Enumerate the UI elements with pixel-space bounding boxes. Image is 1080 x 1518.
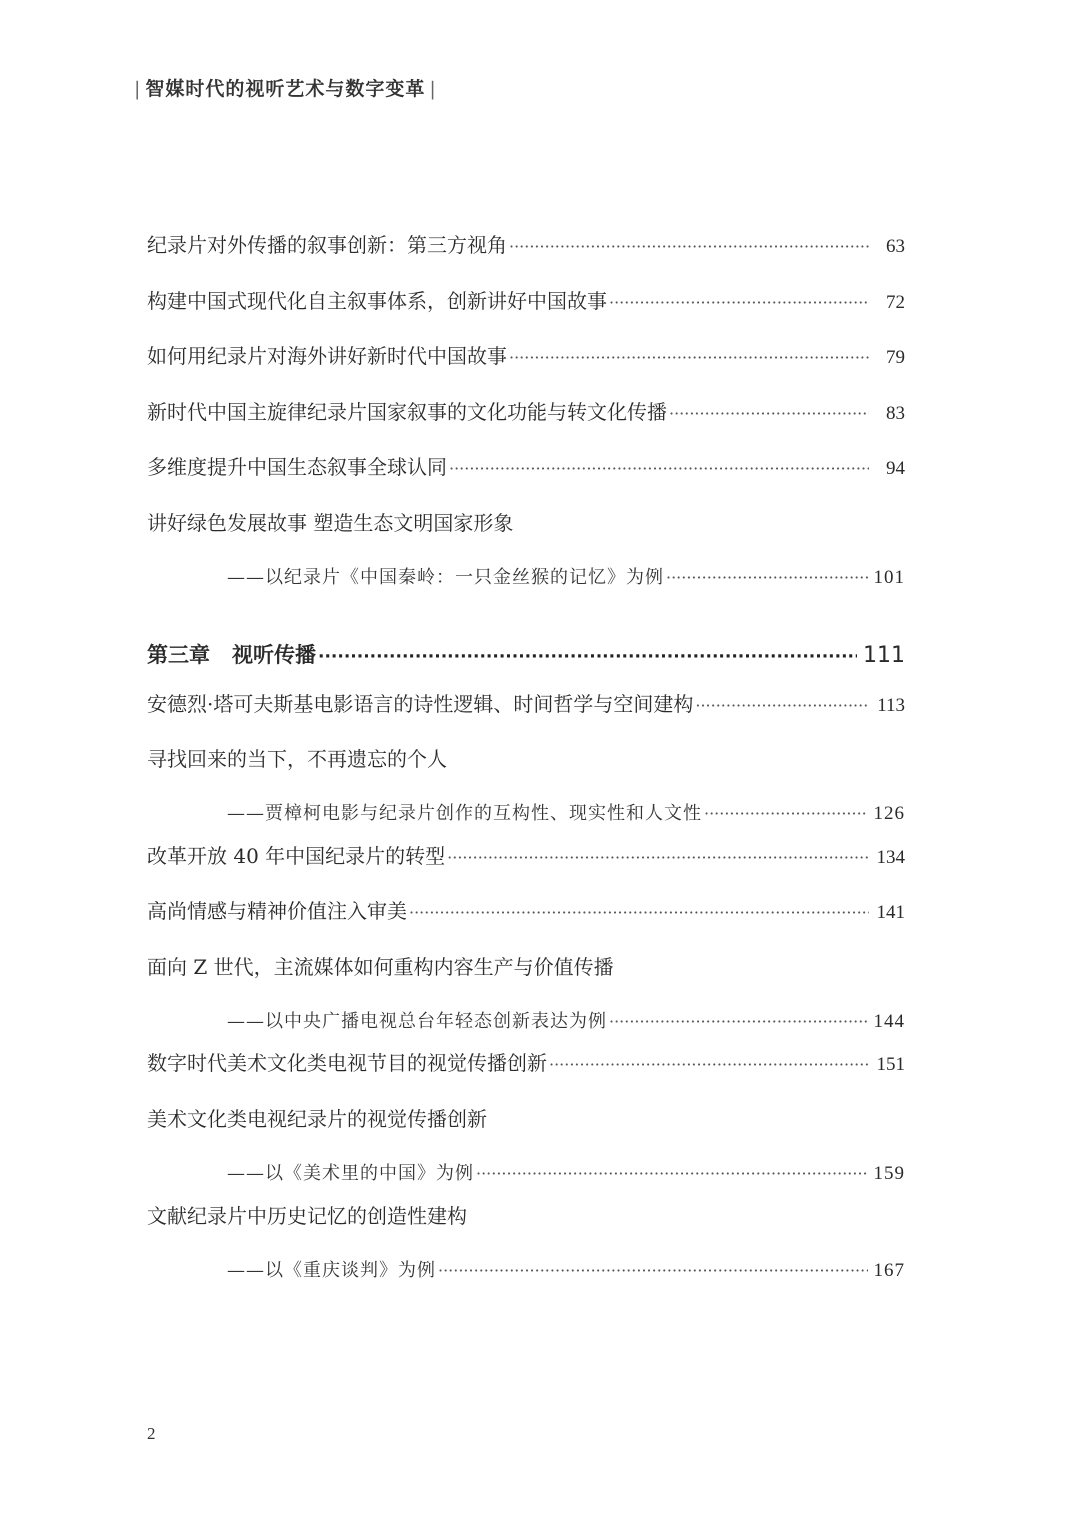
toc-entry-title: 高尚情感与精神价值注入审美 xyxy=(147,899,407,923)
toc-entry-main-title xyxy=(147,1104,905,1134)
dot-leader xyxy=(476,1159,868,1189)
toc-entry-title: 多维度提升中国生态叙事全球认同 xyxy=(147,455,447,479)
chapter-title xyxy=(147,638,316,672)
toc-entry-subtitle xyxy=(227,1007,905,1037)
toc-entry-title: ——贾樟柯电影与纪录片创作的互构性、现实性和人文性 xyxy=(227,803,702,824)
dot-leader xyxy=(669,399,869,429)
dot-leader xyxy=(409,898,869,928)
toc-entry-main-title xyxy=(147,508,905,538)
toc-entry-title: 文献纪录片中历史记忆的创造性建构 xyxy=(147,1204,467,1228)
dot-leader xyxy=(704,799,868,829)
dot-leader xyxy=(509,343,869,373)
toc-entry xyxy=(147,286,905,316)
dot-leader xyxy=(666,563,868,593)
dot-leader xyxy=(549,1050,869,1080)
toc-entry-title: 讲好绿色发展故事 塑造生态文明国家形象 xyxy=(147,511,514,535)
toc-entry xyxy=(147,841,905,871)
dot-leader xyxy=(609,288,869,318)
toc-entry-page: 126 xyxy=(873,803,905,824)
running-header xyxy=(130,74,441,101)
chapter-name: 视听传播 xyxy=(232,643,316,667)
toc-entry xyxy=(147,452,905,482)
dot-leader xyxy=(318,640,857,674)
dot-leader xyxy=(695,691,869,721)
toc-entry xyxy=(147,397,905,427)
toc-entry xyxy=(147,230,905,260)
toc-entry-page: 159 xyxy=(873,1163,905,1184)
toc-entry-subtitle xyxy=(227,563,905,593)
toc-entry xyxy=(147,689,905,719)
toc-entry-title: 新时代中国主旋律纪录片国家叙事的文化功能与转文化传播 xyxy=(147,400,667,424)
toc-entry-page: 141 xyxy=(876,902,905,923)
toc-entry-main-title xyxy=(147,952,905,982)
dot-leader xyxy=(449,454,869,484)
toc-entry-title: ——以《重庆谈判》为例 xyxy=(227,1260,436,1281)
dot-leader xyxy=(509,232,869,262)
toc-entry-page: 111 xyxy=(863,643,905,668)
toc-entry-page: 94 xyxy=(886,458,905,479)
toc-entry-main-title xyxy=(147,1201,905,1231)
toc-entry-page: 83 xyxy=(886,403,905,424)
toc-entry-page: 101 xyxy=(873,567,905,588)
header-left-bar: | xyxy=(134,78,142,100)
toc-entry-subtitle xyxy=(227,1256,905,1286)
toc-entry-title: 安德烈·塔可夫斯基电影语言的诗性逻辑、时间哲学与空间建构 xyxy=(147,692,694,716)
toc-entry xyxy=(147,896,905,926)
chapter-label: 第三章 xyxy=(147,643,210,667)
toc-entry-title: 寻找回来的当下，不再遗忘的个人 xyxy=(147,747,447,771)
dot-leader xyxy=(609,1007,868,1037)
book-title: 智媒时代的视听艺术与数字变革 xyxy=(145,78,426,100)
toc-entry-page: 151 xyxy=(876,1054,905,1075)
toc-entry xyxy=(147,1048,905,1078)
toc-entry-page: 113 xyxy=(877,695,905,716)
toc-entry-main-title xyxy=(147,744,905,774)
toc-entry-title: 改革开放 40 年中国纪录片的转型 xyxy=(147,844,446,868)
toc-entry-title: 如何用纪录片对海外讲好新时代中国故事 xyxy=(147,344,507,368)
toc-entry-title: ——以《美术里的中国》为例 xyxy=(227,1163,474,1184)
toc-entry-page: 134 xyxy=(876,847,905,868)
toc-entry-title: 纪录片对外传播的叙事创新：第三方视角 xyxy=(147,233,507,257)
toc-entry-title: 构建中国式现代化自主叙事体系，创新讲好中国故事 xyxy=(147,289,607,313)
page-number: 2 xyxy=(147,1424,156,1443)
toc-entry-page: 79 xyxy=(886,347,905,368)
header-right-bar: | xyxy=(429,78,437,100)
toc-entry-title: ——以中央广播电视总台年轻态创新表达为例 xyxy=(227,1011,607,1032)
dot-leader xyxy=(438,1256,868,1286)
toc-entry-title: 美术文化类电视纪录片的视觉传播创新 xyxy=(147,1107,487,1131)
toc-entry-page: 167 xyxy=(873,1260,905,1281)
toc-entry-page: 63 xyxy=(886,236,905,257)
dot-leader xyxy=(447,843,869,873)
toc-chapter-heading xyxy=(147,638,905,672)
toc-entry xyxy=(147,341,905,371)
toc-entry-page: 72 xyxy=(886,292,905,313)
toc-entry-subtitle xyxy=(227,1159,905,1189)
toc-entry-subtitle xyxy=(227,799,905,829)
toc-entry-page: 144 xyxy=(873,1011,905,1032)
toc-entry-title: ——以纪录片《中国秦岭：一只金丝猴的记忆》为例 xyxy=(227,567,664,588)
toc-entry-title: 面向 Z 世代，主流媒体如何重构内容生产与价值传播 xyxy=(147,955,614,979)
toc-entry-title: 数字时代美术文化类电视节目的视觉传播创新 xyxy=(147,1051,547,1075)
